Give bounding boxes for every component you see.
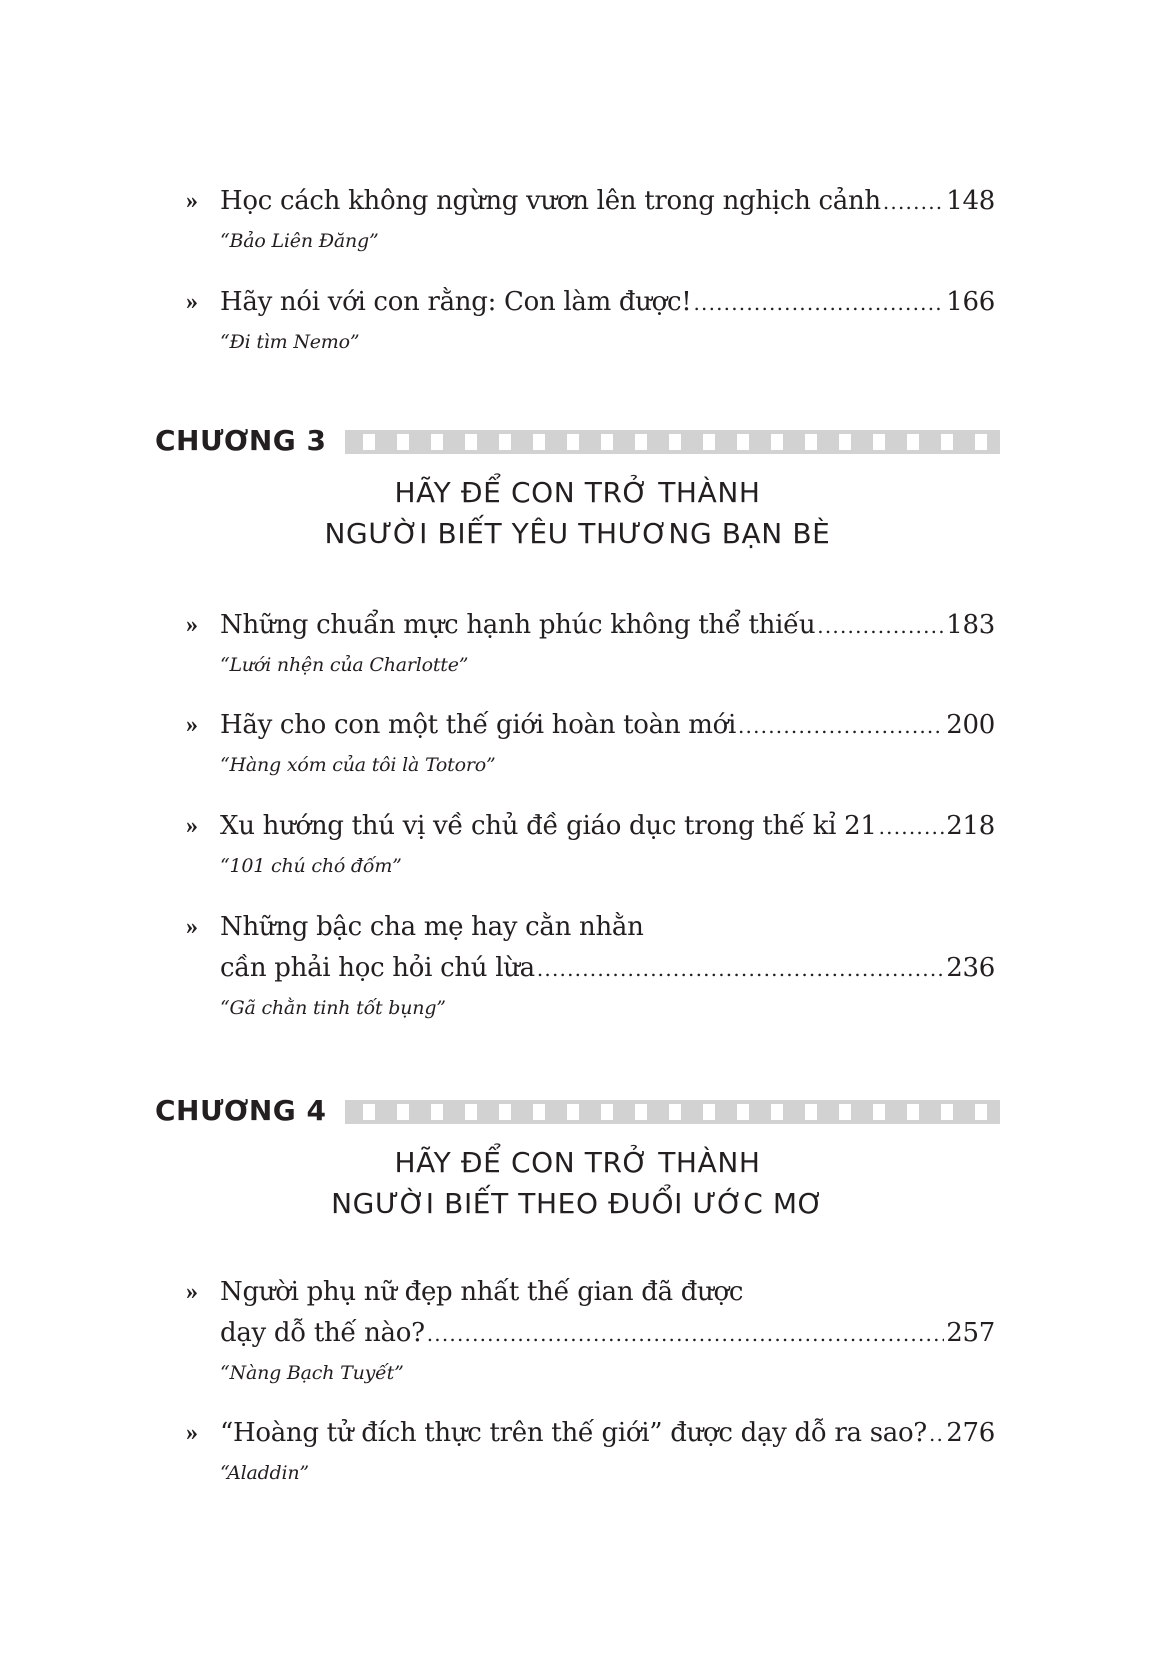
toc-entry-title: Học cách không ngừng vươn lên trong nghịch cảnh bbox=[220, 186, 881, 216]
chapter-4-header bbox=[155, 1094, 1005, 1132]
bullet-arrow-icon: » bbox=[186, 712, 198, 738]
toc-entry-title: Hãy cho con một thế giới hoàn toàn mới bbox=[220, 710, 736, 740]
toc-entry-subtitle: “Hàng xóm của tôi là Totoro” bbox=[220, 754, 496, 776]
toc-entry-title-line bbox=[180, 181, 995, 222]
page-number: 166 bbox=[946, 287, 995, 317]
toc-entry[interactable] bbox=[180, 1413, 995, 1492]
toc-entry-title-line bbox=[180, 806, 995, 847]
bullet-arrow-icon: » bbox=[186, 1279, 198, 1305]
chapter-label: CHƯƠNG 4 bbox=[155, 1094, 327, 1127]
bullet-arrow-icon: » bbox=[186, 914, 198, 940]
toc-entry[interactable] bbox=[180, 907, 995, 1027]
page-number: 200 bbox=[946, 710, 995, 740]
toc-entry-subtitle: “101 chú chó đốm” bbox=[220, 855, 402, 877]
dot-leader bbox=[693, 283, 944, 324]
bullet-arrow-icon: » bbox=[186, 188, 198, 214]
chapter-3-header bbox=[155, 424, 1005, 462]
toc-entry-title: cần phải học hỏi chú lừa bbox=[220, 953, 535, 983]
toc-entry-title: Xu hướng thú vị về chủ đề giáo dục trong thế kỉ 21 bbox=[220, 811, 877, 841]
bullet-arrow-icon: » bbox=[186, 289, 198, 315]
toc-entry-subtitle: “Đi tìm Nemo” bbox=[220, 331, 360, 353]
toc-entry-title: dạy dỗ thế nào? bbox=[220, 1318, 425, 1348]
toc-entry-title: Hãy nói với con rằng: Con làm được! bbox=[220, 287, 692, 317]
toc-entry-title-line bbox=[180, 1272, 995, 1313]
toc-entry-title-line bbox=[180, 1313, 995, 1354]
chapter-heading-line: HÃY ĐỂ CON TRỞ THÀNH bbox=[394, 476, 761, 509]
toc-entry-title: Những chuẩn mực hạnh phúc không thể thiếu bbox=[220, 610, 816, 640]
toc-entry-subtitle: “Aladdin” bbox=[220, 1462, 309, 1484]
toc-entry-title: Những bậc cha mẹ hay cằn nhằn bbox=[220, 912, 644, 942]
film-strip-divider bbox=[345, 1100, 1000, 1124]
bullet-arrow-icon: » bbox=[186, 813, 198, 839]
dot-leader bbox=[817, 606, 944, 647]
page-number: 148 bbox=[946, 186, 995, 216]
chapter-heading-line: HÃY ĐỂ CON TRỞ THÀNH bbox=[394, 1146, 761, 1179]
chapter-label: CHƯƠNG 3 bbox=[155, 424, 327, 457]
page-number: 236 bbox=[946, 953, 995, 983]
dot-leader bbox=[929, 1414, 944, 1455]
chapter-heading-line: NGƯỜI BIẾT THEO ĐUỔI ƯỚC MƠ bbox=[331, 1187, 824, 1220]
dot-leader bbox=[427, 1314, 945, 1355]
page-number: 183 bbox=[946, 610, 995, 640]
toc-entry-subtitle: “Bảo Liên Đăng” bbox=[220, 230, 379, 252]
toc-entry-subtitle: “Nàng Bạch Tuyết” bbox=[220, 1362, 404, 1384]
dot-leader bbox=[738, 706, 944, 747]
dot-leader bbox=[537, 949, 944, 990]
toc-entry[interactable] bbox=[180, 181, 995, 260]
toc-entry-subtitle: “Gã chằn tinh tốt bụng” bbox=[220, 997, 446, 1019]
toc-entry-title-line bbox=[180, 282, 995, 323]
toc-entry[interactable] bbox=[180, 1272, 995, 1392]
toc-entry-title-line bbox=[180, 605, 995, 646]
page-number: 257 bbox=[946, 1318, 995, 1348]
chapter-heading-line: NGƯỜI BIẾT YÊU THƯƠNG BẠN BÈ bbox=[324, 517, 831, 550]
page-number: 276 bbox=[946, 1418, 995, 1448]
toc-entry-title-line bbox=[180, 907, 995, 948]
toc-entry-title-line bbox=[180, 1413, 995, 1454]
toc-entry[interactable] bbox=[180, 605, 995, 684]
dot-leader bbox=[883, 182, 944, 223]
toc-entry[interactable] bbox=[180, 282, 995, 361]
toc-entry-title: Người phụ nữ đẹp nhất thế gian đã được bbox=[220, 1277, 744, 1307]
bullet-arrow-icon: » bbox=[186, 612, 198, 638]
page-number: 218 bbox=[946, 811, 995, 841]
dot-leader bbox=[879, 807, 945, 848]
toc-entry[interactable] bbox=[180, 806, 995, 885]
toc-entry[interactable] bbox=[180, 705, 995, 784]
film-strip-divider bbox=[345, 430, 1000, 454]
toc-entry-title: “Hoàng tử đích thực trên thế giới” được dạy dỗ ra sao? bbox=[220, 1418, 927, 1448]
bullet-arrow-icon: » bbox=[186, 1420, 198, 1446]
toc-entry-subtitle: “Lưới nhện của Charlotte” bbox=[220, 654, 469, 676]
toc-entry-title-line bbox=[180, 948, 995, 989]
toc-entry-title-line bbox=[180, 705, 995, 746]
